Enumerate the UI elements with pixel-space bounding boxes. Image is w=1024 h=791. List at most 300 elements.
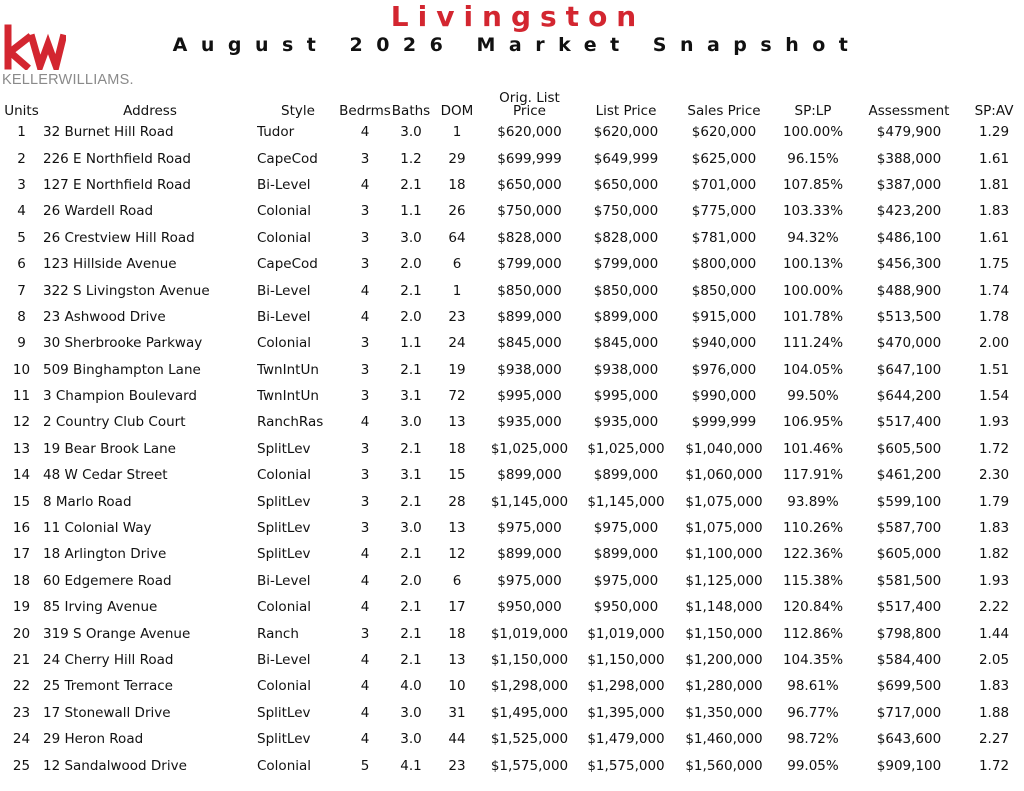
cell-list-price: $1,019,000 [587,625,665,642]
cell-unit: 2 [17,150,26,167]
cell-orig-list-price: $975,000 [497,572,562,589]
cell-assessment: $388,000 [876,150,942,167]
cell-address: 32 Burnet Hill Road [43,124,174,141]
cell-address: 19 Bear Brook Lane [43,440,176,457]
cell-orig-list-price: $650,000 [497,176,562,193]
cell-assessment: $456,300 [876,256,942,273]
cell-sales-price: $1,125,000 [685,572,763,589]
cell-address: 127 E Northfield Road [43,176,191,193]
cell-sp-av: 1.83 [978,203,1010,220]
cell-baths: 3.0 [400,520,422,537]
table-row [0,277,1024,303]
cell-assessment: $479,900 [876,124,942,141]
cell-baths: 2.1 [400,282,422,299]
cell-assessment: $461,200 [876,467,942,484]
cell-baths: 3.0 [400,124,422,141]
cell-unit: 16 [12,520,31,537]
cell-bedrms: 4 [360,652,370,668]
cell-address: 30 Sherbrooke Parkway [43,335,203,352]
cell-style: SplitLev [257,731,311,748]
cell-dom: 24 [448,335,466,352]
cell-baths: 1.1 [400,203,422,220]
cell-baths: 2.1 [400,361,422,378]
cell-address: 8 Marlo Road [43,493,132,510]
table-row [0,172,1024,198]
cell-baths: 2.1 [400,546,422,563]
cell-address: 23 Ashwood Drive [43,308,166,325]
cell-orig-list-price: $1,019,000 [490,625,569,642]
cell-baths: 4.0 [400,678,422,695]
cell-list-price: $995,000 [593,388,659,405]
cell-assessment: $387,000 [876,176,942,193]
cell-unit: 6 [17,256,26,273]
cell-sp-lp: 103.33% [782,203,844,220]
table-row [0,673,1024,699]
table-row [0,700,1024,726]
table-row [0,251,1024,277]
cell-unit: 12 [12,414,31,431]
cell-orig-list-price: $699,999 [497,150,562,167]
cell-sales-price: $1,560,000 [685,757,763,774]
table-row [0,515,1024,541]
cell-orig-list-price: $899,000 [497,467,562,484]
cell-bedrms: 3 [360,625,370,642]
cell-list-price: $899,000 [593,546,659,563]
table-row [0,225,1024,251]
cell-sp-av: 1.51 [978,361,1010,378]
cell-style: Bi-Level [257,308,311,325]
cell-address: 17 Stonewall Drive [43,704,171,721]
cell-dom: 18 [448,176,466,193]
cell-baths: 4.1 [400,757,422,774]
cell-sales-price: $1,148,000 [685,599,763,616]
cell-list-price: $750,000 [593,203,659,220]
cell-sales-price: $1,350,000 [685,704,763,721]
cell-sales-price: $620,000 [691,124,757,141]
cell-sp-av: 1.61 [978,229,1010,246]
cell-unit: 20 [12,625,31,642]
cell-bedrms: 4 [360,572,370,589]
cell-list-price: $938,000 [593,361,659,378]
cell-sp-lp: 106.95% [782,414,844,431]
cell-sales-price: $1,075,000 [685,520,763,537]
cell-unit: 24 [12,731,31,748]
cell-bedrms: 3 [360,388,370,405]
cell-baths: 2.1 [400,493,422,510]
cell-style: Colonial [257,203,312,220]
cell-bedrms: 3 [360,335,370,352]
table-row [0,304,1024,330]
cell-baths: 3.0 [400,229,422,246]
cell-orig-list-price: $995,000 [497,388,562,405]
cell-list-price: $1,298,000 [587,678,665,695]
cell-address: 24 Cherry Hill Road [43,652,174,668]
cell-dom: 18 [448,440,466,457]
cell-sales-price: $915,000 [691,308,757,325]
cell-sales-price: $701,000 [691,176,757,193]
cell-assessment: $587,700 [876,520,942,537]
cell-style: Colonial [257,335,312,352]
cell-style: Colonial [257,599,312,616]
cell-bedrms: 3 [360,150,370,167]
table-header-row [0,88,1024,119]
cell-style: Tudor [257,124,295,141]
cell-bedrms: 3 [360,256,370,273]
cell-list-price: $620,000 [593,124,659,141]
cell-unit: 25 [12,757,31,774]
cell-sp-lp: 115.38% [782,572,844,589]
cell-orig-list-price: $1,495,000 [490,704,569,721]
cell-baths: 3.0 [400,704,422,721]
table-row [0,541,1024,567]
cell-sp-av: 1.29 [978,124,1010,141]
cell-list-price: $1,150,000 [587,652,665,668]
cell-bedrms: 4 [360,731,370,748]
cell-sp-av: 1.44 [978,625,1010,642]
cell-sales-price: $625,000 [691,150,757,167]
cell-unit: 23 [12,704,31,721]
page-title: Livingston [390,0,646,33]
cell-unit: 10 [12,361,31,378]
cell-list-price: $1,145,000 [587,493,665,510]
cell-address: 509 Binghampton Lane [43,361,201,378]
cell-bedrms: 4 [360,176,370,193]
cell-style: CapeCod [257,256,318,273]
cell-style: Colonial [257,757,312,774]
cell-list-price: $975,000 [593,572,659,589]
cell-orig-list-price: $1,575,000 [490,757,569,774]
table-row [0,594,1024,620]
cell-assessment: $643,600 [876,731,942,748]
table-row [0,726,1024,752]
cell-unit: 11 [12,388,31,405]
header-baths: Baths [391,103,431,119]
cell-orig-list-price: $899,000 [497,308,562,325]
cell-baths: 2.0 [400,256,422,273]
cell-bedrms: 3 [360,493,370,510]
cell-style: CapeCod [257,150,318,167]
cell-orig-list-price: $845,000 [497,335,562,352]
cell-sp-lp: 104.05% [782,361,844,378]
market-snapshot-table [0,88,1024,779]
cell-baths: 2.1 [400,176,422,193]
header-bedrms: Bedrms [339,103,391,119]
cell-unit: 22 [12,678,31,695]
logo-text: KELLERWILLIAMS. [2,72,134,88]
cell-sp-lp: 96.77% [787,704,839,721]
table-body [0,119,1024,779]
cell-orig-list-price: $799,000 [497,256,562,273]
cell-bedrms: 3 [360,361,370,378]
cell-sp-av: 1.83 [978,520,1010,537]
cell-orig-list-price: $938,000 [497,361,562,378]
cell-orig-list-price: $935,000 [497,414,562,431]
header-style: Style [281,103,315,119]
cell-unit: 7 [17,282,26,299]
cell-list-price: $799,000 [593,256,659,273]
cell-sp-lp: 94.32% [787,229,839,246]
cell-bedrms: 3 [360,203,370,220]
cell-style: Bi-Level [257,176,311,193]
cell-unit: 4 [17,203,26,220]
cell-assessment: $605,500 [876,440,942,457]
cell-sales-price: $781,000 [691,229,757,246]
cell-sp-lp: 99.50% [787,388,839,405]
cell-dom: 17 [448,599,466,616]
cell-baths: 3.1 [400,467,422,484]
cell-sp-av: 1.82 [978,546,1010,563]
cell-assessment: $517,400 [876,599,942,616]
cell-address: 2 Country Club Court [43,414,186,431]
cell-sales-price: $850,000 [691,282,757,299]
cell-baths: 2.0 [400,308,422,325]
cell-baths: 1.2 [400,150,422,167]
cell-address: 18 Arlington Drive [43,546,167,563]
cell-assessment: $699,500 [876,678,942,695]
cell-style: SplitLev [257,704,311,721]
cell-dom: 28 [448,493,466,510]
cell-style: Colonial [257,678,312,695]
cell-baths: 2.1 [400,625,422,642]
cell-sales-price: $999,999 [691,414,757,431]
cell-sales-price: $940,000 [691,335,757,352]
table-row [0,752,1024,778]
cell-orig-list-price: $850,000 [497,282,562,299]
table-row [0,198,1024,224]
cell-baths: 2.1 [400,652,422,668]
cell-baths: 2.1 [400,599,422,616]
cell-sp-lp: 98.61% [787,678,839,695]
cell-sp-av: 2.00 [978,335,1010,352]
cell-dom: 12 [448,546,466,563]
cell-sp-av: 1.54 [978,388,1010,405]
cell-list-price: $950,000 [593,599,659,616]
cell-sp-av: 1.79 [978,493,1010,510]
cell-list-price: $1,479,000 [587,731,665,748]
cell-assessment: $470,000 [876,335,942,352]
cell-bedrms: 4 [360,414,370,431]
cell-sp-lp: 100.00% [782,124,844,141]
cell-assessment: $584,400 [876,652,942,668]
cell-assessment: $605,000 [876,546,942,563]
cell-dom: 15 [448,467,466,484]
cell-style: SplitLev [257,546,311,563]
cell-dom: 1 [452,124,462,141]
cell-address: 226 E Northfield Road [43,150,191,167]
header-sales-price: Sales Price [687,103,761,119]
cell-dom: 26 [448,203,466,220]
cell-unit: 21 [12,652,31,668]
cell-style: TwnIntUn [257,388,319,405]
cell-sp-av: 1.88 [978,704,1010,721]
cell-sp-av: 1.93 [978,414,1010,431]
cell-sp-lp: 101.46% [782,440,844,457]
cell-list-price: $649,999 [593,150,659,167]
cell-assessment: $486,100 [876,229,942,246]
cell-orig-list-price: $899,000 [497,546,562,563]
cell-style: Colonial [257,229,312,246]
cell-list-price: $935,000 [593,414,659,431]
cell-orig-list-price: $1,145,000 [490,493,569,510]
cell-sales-price: $1,040,000 [685,440,763,457]
cell-assessment: $909,100 [876,757,942,774]
cell-unit: 3 [17,176,26,193]
cell-dom: 13 [448,652,466,668]
table-row [0,357,1024,383]
page-subtitle: August 2026 Market Snapshot [172,34,862,56]
cell-list-price: $899,000 [593,308,659,325]
table-row [0,409,1024,435]
cell-bedrms: 3 [360,440,370,457]
header-units: Units [4,103,39,119]
cell-sp-lp: 120.84% [782,599,844,616]
cell-sp-lp: 98.72% [787,731,839,748]
cell-list-price: $899,000 [593,467,659,484]
cell-dom: 1 [452,282,462,299]
cell-sp-av: 1.81 [978,176,1010,193]
cell-orig-list-price: $1,025,000 [490,440,569,457]
cell-bedrms: 4 [360,678,370,695]
cell-assessment: $717,000 [876,704,942,721]
cell-sp-av: 2.27 [978,731,1010,748]
cell-sp-lp: 117.91% [782,467,844,484]
cell-sp-lp: 100.00% [782,282,844,299]
cell-dom: 31 [448,704,466,721]
cell-bedrms: 3 [360,520,370,537]
cell-sp-av: 1.61 [978,150,1010,167]
cell-sp-lp: 96.15% [787,150,839,167]
cell-dom: 44 [448,731,466,748]
cell-sales-price: $1,280,000 [685,678,763,695]
cell-assessment: $513,500 [876,308,942,325]
cell-address: 25 Tremont Terrace [43,678,173,695]
cell-assessment: $599,100 [876,493,942,510]
cell-assessment: $798,800 [876,625,942,642]
cell-orig-list-price: $1,298,000 [490,678,569,695]
cell-orig-list-price: $750,000 [497,203,562,220]
cell-style: SplitLev [257,520,311,537]
cell-dom: 6 [452,572,462,589]
cell-unit: 8 [17,308,26,325]
header-sp-lp: SP:LP [794,103,832,119]
cell-orig-list-price: $828,000 [497,229,562,246]
cell-bedrms: 4 [360,308,370,325]
cell-sales-price: $1,075,000 [685,493,763,510]
cell-sp-av: 2.22 [978,599,1010,616]
cell-dom: 23 [448,308,466,325]
cell-address: 12 Sandalwood Drive [43,757,187,774]
cell-assessment: $581,500 [876,572,942,589]
cell-assessment: $423,200 [876,203,942,220]
cell-style: RanchRas [257,414,324,431]
cell-dom: 23 [448,757,466,774]
cell-style: Bi-Level [257,282,311,299]
cell-sp-av: 1.74 [978,282,1010,299]
cell-sales-price: $1,100,000 [685,546,763,563]
cell-bedrms: 3 [360,467,370,484]
cell-sp-av: 2.05 [978,652,1010,668]
cell-style: TwnIntUn [257,361,319,378]
cell-baths: 3.0 [400,414,422,431]
cell-list-price: $650,000 [593,176,659,193]
cell-bedrms: 3 [360,229,370,246]
cell-list-price: $850,000 [593,282,659,299]
cell-sales-price: $1,150,000 [685,625,763,642]
cell-unit: 13 [12,440,31,457]
cell-baths: 3.1 [400,388,422,405]
table-row [0,383,1024,409]
cell-unit: 14 [12,467,31,484]
cell-address: 322 S Livingston Avenue [43,282,210,299]
header-sp-av: SP:AV [974,103,1014,119]
cell-sp-lp: 107.85% [782,176,844,193]
cell-style: SplitLev [257,440,311,457]
cell-address: 11 Colonial Way [43,520,152,537]
cell-list-price: $1,395,000 [587,704,665,721]
cell-unit: 5 [17,229,26,246]
cell-sales-price: $800,000 [691,256,757,273]
cell-address: 85 Irving Avenue [43,599,158,616]
header-dom: DOM [440,103,474,119]
cell-unit: 15 [12,493,31,510]
cell-bedrms: 4 [360,599,370,616]
cell-list-price: $1,025,000 [587,440,665,457]
header-orig-list-price: Orig. List Price [499,90,560,119]
header-address: Address [123,103,177,119]
header-list-price: List Price [595,103,657,119]
table-row [0,119,1024,145]
cell-sp-lp: 104.35% [782,652,844,668]
cell-orig-list-price: $620,000 [497,124,562,141]
header-assessment: Assessment [868,103,950,119]
cell-list-price: $828,000 [593,229,659,246]
cell-baths: 3.0 [400,731,422,748]
cell-sp-lp: 100.13% [782,256,844,273]
cell-dom: 64 [448,229,466,246]
cell-unit: 19 [12,599,31,616]
cell-baths: 2.1 [400,440,422,457]
cell-style: SplitLev [257,493,311,510]
cell-dom: 18 [448,625,466,642]
cell-sp-lp: 93.89% [787,493,839,510]
cell-bedrms: 4 [360,282,370,299]
cell-sp-lp: 110.26% [782,520,844,537]
cell-sales-price: $1,200,000 [685,652,763,668]
cell-sp-av: 1.75 [978,256,1010,273]
cell-unit: 17 [12,546,31,563]
cell-sp-lp: 122.36% [782,546,844,563]
table-row [0,462,1024,488]
cell-sp-av: 1.93 [978,572,1010,589]
cell-sp-lp: 111.24% [782,335,844,352]
table-row [0,647,1024,673]
table-row [0,145,1024,171]
cell-assessment: $647,100 [876,361,942,378]
cell-bedrms: 4 [360,546,370,563]
cell-address: 29 Heron Road [43,731,144,748]
cell-address: 3 Champion Boulevard [43,388,197,405]
cell-list-price: $975,000 [593,520,659,537]
cell-sp-av: 1.83 [978,678,1010,695]
cell-address: 26 Crestview Hill Road [43,229,195,246]
cell-dom: 13 [448,520,466,537]
cell-dom: 6 [452,256,462,273]
cell-assessment: $488,900 [876,282,942,299]
cell-dom: 72 [448,388,466,405]
cell-sp-lp: 112.86% [782,625,844,642]
cell-sales-price: $775,000 [691,203,757,220]
cell-style: Ranch [257,625,299,642]
